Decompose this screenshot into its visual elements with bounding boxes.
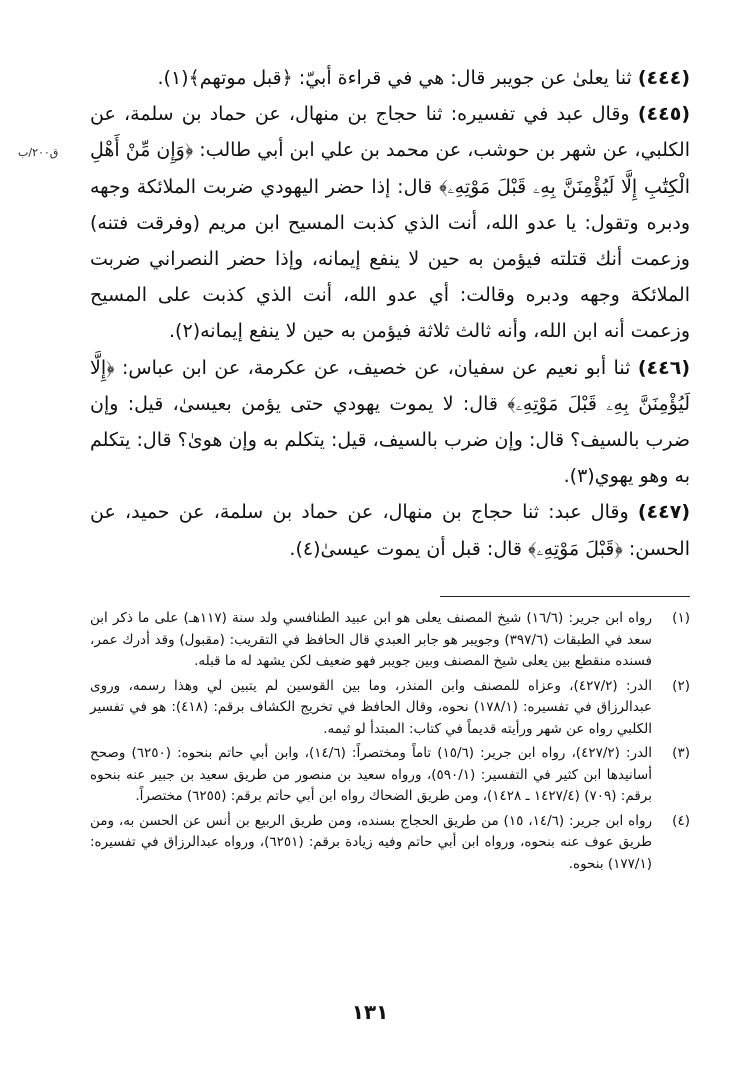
hadith-number: (٤٤٧) xyxy=(637,501,690,524)
footnote-number: (٤) xyxy=(672,812,690,829)
footnote-2 xyxy=(90,676,690,741)
footnote-text: الدر: (٤٢٧/٢)، رواه ابن جرير: (١٥/٦) تاماً ومختصراً: (١٤/٦)، وابن أبي حاتم بنحوه: (٦٢٥٠) وصحح أسانيدها ابن كثير في التفسير: (٥٩٠/١)، ورواه سعيد بن منصور من طريق سعيد بن جبير عنه بنحوه برقم: (٧٠٩) (١٤٢٧/٤ ـ ١٤٢٨)، ومن طريق الضحاك رواه ابن أبي حاتم برقم: (٦٢٥٥) مختصراً. xyxy=(90,745,652,804)
footnote-1 xyxy=(90,608,690,673)
footnote-4 xyxy=(90,811,690,876)
paragraph-446 xyxy=(90,350,690,495)
paragraph-444 xyxy=(90,60,690,96)
paragraph-text: وقال عبد: ثنا حجاج بن منهال، عن حماد بن سلمة، عن حميد، عن الحسن: ﴿قَبْلَ مَوْتِهِۦ﴾ قال: قبل أن يموت عيسىٰ(٤). xyxy=(90,501,690,560)
footnotes xyxy=(90,608,690,878)
paragraph-447 xyxy=(90,494,690,566)
page-number: ١٣١ xyxy=(351,1000,389,1024)
hadith-number: (٤٤٤) xyxy=(637,67,690,89)
hadith-number: (٤٤٦) xyxy=(637,356,690,379)
footnote-separator xyxy=(440,596,690,597)
footnote-text: الدر: (٤٢٧/٢)، وعزاه للمصنف وابن المنذر، وما بين القوسين لم يتبين لي وهذا رسمه، وروى عبدالرزاق في تفسيره: (١٧٨/١) نحوه، وقال الحافظ في تخريج الكشاف برقم: (٤١٨): هو في تفسير الكلبي رواه عن شهر ورأيته قديماً في كتاب: المبتدأ لو ثيمه. xyxy=(90,677,652,737)
footnote-3 xyxy=(90,743,690,808)
footnote-text: رواه ابن جرير: (١٦/٦) شيخ المصنف يعلى هو ابن عبيد الطنافسي ولد سنة (١١٧هـ) على ما ذكر ابن سعد في الطبقات (٣٩٧/٦) وجويبر هو جابر العبدي قال الحافظ في التقريب: (مقبول) وقد أدرك عمر، فسنده منقطع بين يعلى شيخ المصنف وبين جويبر فهو ضعيف لكن يشهد له ما قبله. xyxy=(90,610,652,669)
footnote-number: (٣) xyxy=(672,745,690,761)
manuscript-folio-note: ق٢٠٠/ب xyxy=(18,146,59,159)
footnote-number: (١) xyxy=(672,610,690,626)
paragraph-text: ثنا يعلىٰ عن جويبر قال: هي في قراءة أبيّ: ﴿قبل موتهم﴾(١). xyxy=(157,67,632,89)
paragraph-text: ثنا أبو نعيم عن سفيان، عن خصيف، عن عكرمة، عن ابن عباس: ﴿إِلَّا لَيُؤْمِنَنَّ بِهِۦ قَبْلَ مَوْتِهِۦ﴾ قال: لا يموت يهودي حتى يؤمن بعيسىٰ، قيل: وإن ضرب بالسيف؟ قال: وإن ضرب بالسيف، قيل: يتكلم به وإن هوىٰ؟ قال: يتكلم به وهو يهوي(٣). xyxy=(90,356,690,488)
hadith-number: (٤٤٥) xyxy=(637,103,690,126)
paragraph-text: وقال عبد في تفسيره: ثنا حجاج بن منهال، عن حماد بن سلمة، عن الكلبي، عن شهر بن حوشب، عن محمد بن علي ابن أبي طالب: ﴿وَإِن مِّنْ أَهْلِ الْكِتَٰبِ إِلَّا لَيُؤْمِنَنَّ بِهِۦ قَبْلَ مَوْتِهِۦ﴾ قال: إذا حضر اليهودي ضربت الملائكة وجهه ودبره وتقول: يا عدو الله، أنت الذي كذبت المسيح ابن مريم (وفرقت فتنه) وزعمت أنك قتلته فيؤمن به حين لا ينفع إيمانه، وإذا حضر النصراني ضربت الملائكة وجهه ودبره وقالت: أي عدو الله، أنت الذي كذبت على المسيح وزعمت أنه ابن الله، وأنه ثالث ثلاثة فيؤمن به حين لا ينفع إيمانه(٢). xyxy=(90,103,690,343)
footnote-number: (٢) xyxy=(672,677,690,694)
paragraph-445 xyxy=(90,96,690,349)
main-text xyxy=(90,60,690,567)
footnote-text: رواه ابن جرير: (١٤/٦، ١٥) من طريق الحجاج بسنده، ومن طريق الربيع بن أنس عن الحسن به، ومن طريق عوف عنه بنحوه، ورواه ابن أبي حاتم وفيه زيادة برقم: (٦٢٥١)، ورواه عبدالرزاق في تفسيره: (١٧٧/١) بنحوه. xyxy=(90,812,653,872)
